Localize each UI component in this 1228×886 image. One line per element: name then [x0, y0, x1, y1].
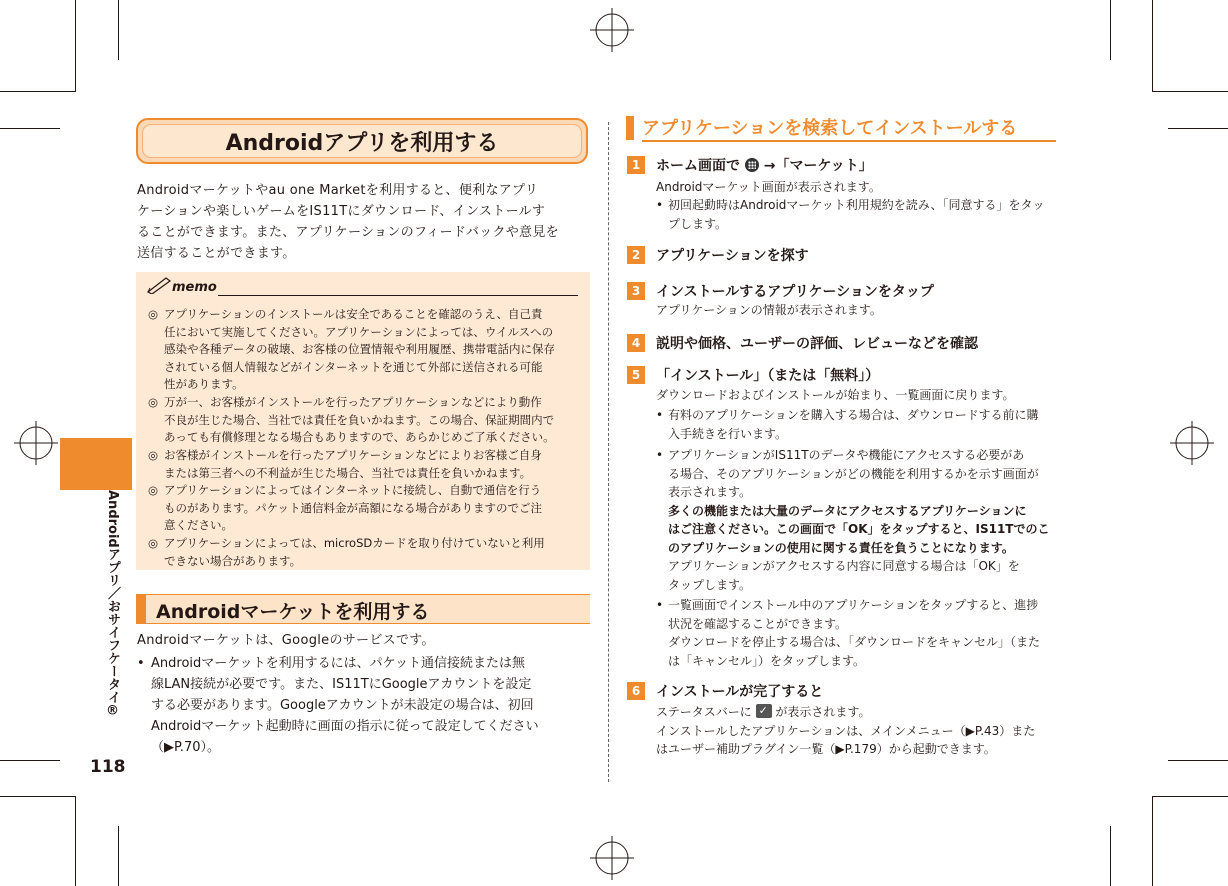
crop-mark	[118, 0, 119, 60]
registration-mark-icon	[590, 836, 634, 880]
crop-mark	[118, 826, 119, 886]
section-header	[136, 594, 590, 624]
text-line: Androidマーケットを利用するには、パケット通信接続または無	[151, 656, 525, 671]
warning-line: はご注意ください。この画面で「OK」をタップすると、IS11Tでのこ	[668, 522, 1050, 536]
text-line: アプリケーションによっては、microSDカードを取り付けていないと利用	[164, 536, 545, 550]
chapter-tab	[60, 438, 132, 490]
warning-line: のアプリケーションの使用に関する責任を負うことになります。	[668, 540, 1014, 555]
text-line: ものがあります。パケット通信料金が高額になる場合がありますのでご注	[164, 500, 543, 515]
text-line: されている個人情報などがインターネットを通じて外部に送信される可能	[164, 359, 543, 374]
text-line: 状況を確認することができます。	[668, 616, 848, 631]
crop-mark	[0, 128, 60, 129]
memo-bullet-icon: ◎	[148, 307, 159, 321]
section-title: アプリケーションを検索してインストールする	[642, 118, 1018, 139]
step-text: アプリケーションの情報が表示されます。	[656, 303, 882, 317]
intro-paragraph	[137, 180, 591, 264]
section-intro: Androidマーケットは、Googleのサービスです。	[137, 633, 435, 648]
text-line: 有料のアプリケーションを購入する場合は、ダウンロードする前に購	[668, 408, 1039, 422]
memo-label: memo	[172, 280, 217, 295]
text-line: Androidマーケットやau one Marketを利用すると、便利なアプリ	[137, 183, 539, 198]
text-line: はユーザー補助プラグイン一覧（▶P.179）から起動できます。	[656, 742, 996, 756]
text-line: ダウンロードを停止する場合は、「ダウンロードをキャンセル」（また	[668, 635, 1041, 649]
crop-mark	[0, 91, 76, 92]
memo-item	[148, 447, 580, 482]
step-title: 説明や価格、ユーザーの評価、レビューなどを確認	[656, 336, 978, 352]
text-line: 性があります。	[164, 377, 244, 391]
warning-line: 多くの機能または大量のデータにアクセスするアプリケーションに	[668, 503, 1027, 518]
text-line: 一覧画面でインストール中のアプリケーションをタップすると、進捗	[668, 598, 1039, 612]
crop-mark	[1168, 128, 1228, 129]
page-number: 118	[90, 757, 126, 777]
step-text: ダウンロードおよびインストールが始まり、一覧画面に戻ります。	[656, 388, 1015, 402]
text-line: 線LAN接続が必要です。また、IS11TにGoogleアカウントを設定	[151, 677, 532, 692]
text-span: ステータスバーに	[656, 705, 752, 719]
step-number: 3	[627, 282, 645, 300]
registration-mark-icon	[590, 8, 634, 52]
main-title-box	[136, 118, 588, 164]
text-line: （▶P.70）。	[151, 740, 220, 755]
column-divider	[608, 122, 609, 782]
bullet-dot: •	[137, 656, 145, 671]
chapter-label: Androidアプリ／おサイフケータイ®	[105, 490, 120, 719]
memo-item	[148, 306, 580, 394]
bullet-item	[656, 196, 1082, 233]
bullet-item	[137, 653, 591, 758]
crop-mark	[1152, 796, 1153, 886]
text-line: あっても有償修理となる場合もありますので、あらかじめご了承ください。	[164, 430, 555, 444]
text-line: または第三者への不利益が生じた場合、当社では責任を負いかねます。	[164, 465, 532, 480]
bullet-item	[656, 446, 1082, 594]
step-title: アプリケーションを探す	[656, 248, 809, 264]
memo-bullet-icon: ◎	[148, 395, 159, 409]
bullet-dot: •	[656, 198, 664, 212]
memo-bullet-icon: ◎	[148, 448, 159, 462]
crop-mark	[0, 796, 76, 797]
step-title-text: →「マーケット」	[763, 158, 873, 174]
text-line: する必要があります。Googleアカウントが未設定の場合は、初回	[151, 698, 534, 713]
text-line: アプリケーションがアクセスする内容に同意する場合は「OK」を	[668, 559, 1020, 573]
crop-mark	[1110, 0, 1111, 60]
bullet-item	[656, 596, 1082, 670]
crop-mark	[75, 796, 76, 886]
crop-mark	[0, 760, 60, 761]
memo-bullet-icon: ◎	[148, 483, 159, 497]
memo-item	[148, 535, 580, 570]
crop-mark	[75, 0, 76, 92]
step-text: Androidマーケット画面が表示されます。	[656, 180, 881, 194]
memo-item	[148, 482, 580, 535]
text-line: アプリケーションがIS11Tのデータや機能にアクセスする必要があ	[668, 448, 1025, 462]
text-line: 送信することができます。	[137, 246, 296, 261]
registration-mark-icon	[14, 421, 58, 465]
step-number: 4	[627, 334, 645, 352]
pencil-icon	[146, 276, 172, 294]
text-line: タップします。	[668, 577, 752, 592]
step-number: 2	[627, 246, 645, 264]
step-title: インストールするアプリケーションをタップ	[656, 284, 934, 300]
text-line: 初回起動時はAndroidマーケット利用規約を読み、「同意する」をタッ	[668, 198, 1045, 212]
memo-item	[148, 394, 580, 447]
install-section-header	[626, 114, 1056, 142]
crop-mark	[1152, 796, 1228, 797]
bullet-dot: •	[656, 408, 664, 422]
text-line: 表示されます。	[668, 485, 752, 499]
text-line: Androidマーケット起動時に画面の指示に従って設定してください	[151, 719, 539, 734]
text-line: お客様がインストールを行ったアプリケーションなどによりお客様ご自身	[164, 448, 542, 462]
step-text	[656, 722, 1082, 758]
text-line: 任において実施してください。アプリケーションによっては、ウイルスへの	[164, 324, 554, 339]
text-line: アプリケーションによってはインターネットに接続し、自動で通信を行う	[164, 483, 542, 497]
text-span: が表示されます。	[775, 705, 871, 719]
crop-mark	[1110, 826, 1111, 886]
step-title-text: ホーム画面で	[656, 158, 740, 174]
text-line: る場合、そのアプリケーションがどの機能を利用するかを示す画面が	[668, 466, 1039, 481]
install-complete-icon	[756, 704, 772, 718]
text-line: アプリケーションのインストールは安全であることを確認のうえ、自己責	[164, 307, 543, 321]
bullet-dot: •	[656, 598, 664, 612]
text-line: 入手続きを行います。	[668, 426, 788, 441]
crop-mark	[1152, 0, 1153, 92]
step-number: 6	[627, 682, 645, 700]
crop-mark	[1168, 760, 1228, 761]
section-title: Androidマーケットを利用する	[156, 601, 430, 623]
step-number: 1	[627, 156, 645, 174]
step-title: 「インストール」（または「無料」）	[656, 368, 880, 384]
memo-bullet-icon: ◎	[148, 536, 159, 550]
text-line: プします。	[668, 216, 728, 231]
registration-mark-icon	[1170, 421, 1214, 465]
text-line: 意ください。	[164, 518, 233, 532]
text-line: 感染や各種データの破壊、お客様の位置情報や利用履歴、携帯電話内に保存	[164, 342, 555, 356]
text-line: ケーションや楽しいゲームをIS11Tにダウンロード、インストールす	[137, 204, 546, 219]
bullet-dot: •	[656, 448, 664, 462]
text-line: 不良が生じた場合、当社では責任を負いかねます。この場合、保証期間内で	[164, 412, 555, 427]
step-title	[656, 155, 873, 175]
page-title: Androidアプリを利用する	[225, 131, 499, 156]
step-title: インストールが完了すると	[656, 684, 824, 700]
text-line: 万が一、お客様がインストールを行ったアプリケーションなどにより動作	[164, 395, 542, 409]
text-line: は「キャンセル」）をタップします。	[668, 653, 866, 668]
apps-grid-icon	[745, 158, 759, 172]
crop-mark	[1152, 91, 1228, 92]
step-number: 5	[627, 366, 645, 384]
text-line: ることができます。また、アプリケーションのフィードバックや意見を	[137, 225, 559, 240]
step-text	[656, 703, 1082, 721]
text-line: できない場合があります。	[164, 553, 302, 568]
text-line: インストールしたアプリケーションは、メインメニュー（▶P.43）また	[656, 724, 1036, 738]
memo-rule	[218, 295, 578, 296]
bullet-item	[656, 406, 1082, 443]
